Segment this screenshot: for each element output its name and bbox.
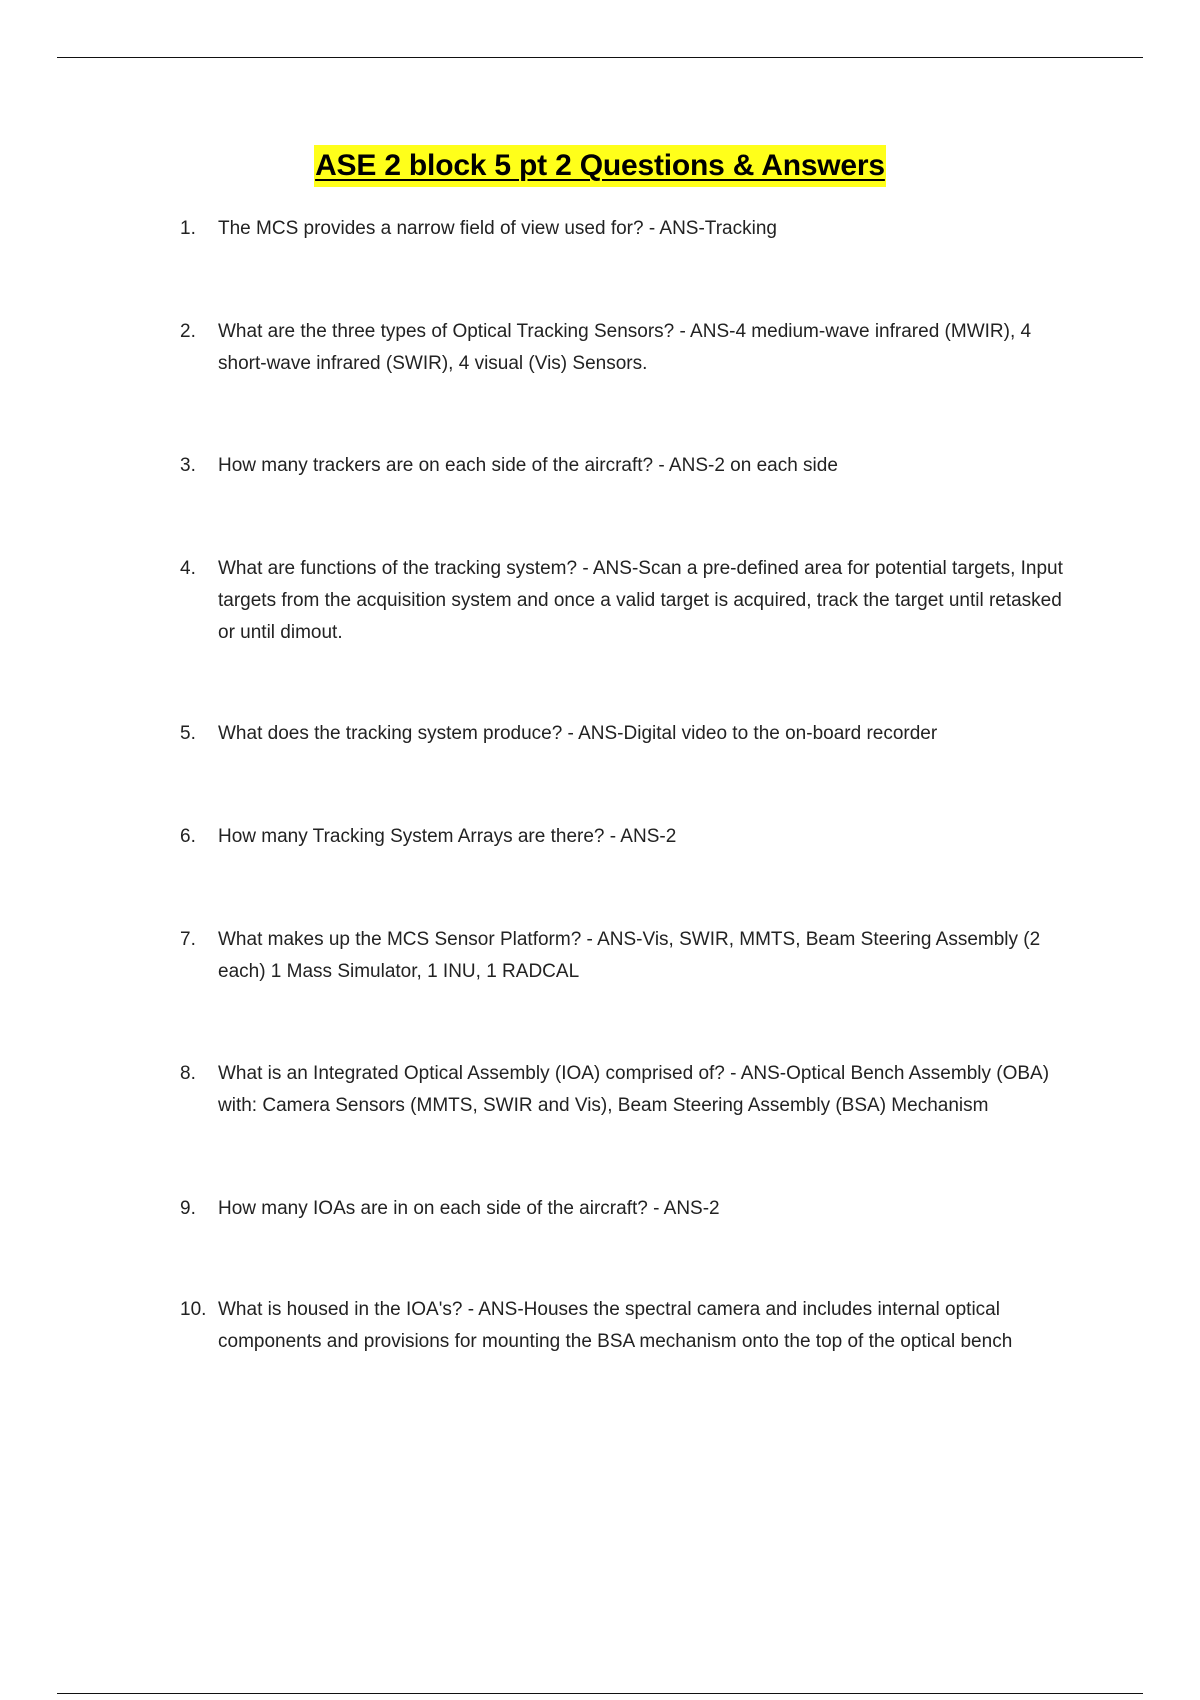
qa-number: 10. [180, 1299, 207, 1320]
page-title: ASE 2 block 5 pt 2 Questions & Answers [314, 145, 886, 187]
qa-item [180, 450, 1080, 482]
qa-text: What are the three types of Optical Tracking Sensors? - ANS-4 medium-wave infrared (MWIR), 4 short-wave infrared (SWIR), 4 visual (Vis) Sensors. [218, 321, 1032, 374]
qa-number: 5. [180, 723, 196, 744]
qa-number: 1. [180, 218, 196, 239]
qa-text: The MCS provides a narrow field of view used for? - ANS-Tracking [218, 218, 777, 239]
qa-text: What are functions of the tracking system? - ANS-Scan a pre-defined area for potential targets, Input targets from the acquisition system and once a valid target is acquired, track the target until retasked or until dimout. [218, 558, 1063, 643]
qa-item [180, 821, 1080, 853]
qa-number: 3. [180, 455, 196, 476]
qa-item [180, 316, 1080, 380]
qa-item [180, 1193, 1080, 1225]
qa-text: How many Tracking System Arrays are there? - ANS-2 [218, 826, 677, 847]
qa-item [180, 1058, 1080, 1122]
title-container [0, 145, 1200, 187]
qa-item [180, 1294, 1080, 1358]
qa-text: What is housed in the IOA's? - ANS-Houses the spectral camera and includes internal optical components and provisions for mounting the BSA mechanism onto the top of the optical bench [218, 1299, 1013, 1352]
qa-item [180, 924, 1080, 988]
qa-number: 8. [180, 1063, 196, 1084]
top-rule [57, 57, 1143, 58]
qa-number: 4. [180, 558, 196, 579]
qa-number: 2. [180, 321, 196, 342]
qa-text: What is an Integrated Optical Assembly (IOA) comprised of? - ANS-Optical Bench Assembly (OBA) with: Camera Sensors (MMTS, SWIR and Vis), Beam Steering Assembly (BSA) Mechanism [218, 1063, 1050, 1116]
qa-item [180, 553, 1080, 649]
qa-text: What does the tracking system produce? - ANS-Digital video to the on-board recorder [218, 723, 938, 744]
qa-number: 7. [180, 929, 196, 950]
qa-item [180, 213, 1080, 245]
qa-item [180, 718, 1080, 750]
qa-text: What makes up the MCS Sensor Platform? - ANS-Vis, SWIR, MMTS, Beam Steering Assembly (2 each) 1 Mass Simulator, 1 INU, 1 RADCAL [218, 929, 1041, 982]
bottom-rule [57, 1693, 1143, 1694]
qa-text: How many IOAs are in on each side of the aircraft? - ANS-2 [218, 1198, 720, 1219]
qa-number: 9. [180, 1198, 196, 1219]
qa-text: How many trackers are on each side of the aircraft? - ANS-2 on each side [218, 455, 838, 476]
qa-number: 6. [180, 826, 196, 847]
